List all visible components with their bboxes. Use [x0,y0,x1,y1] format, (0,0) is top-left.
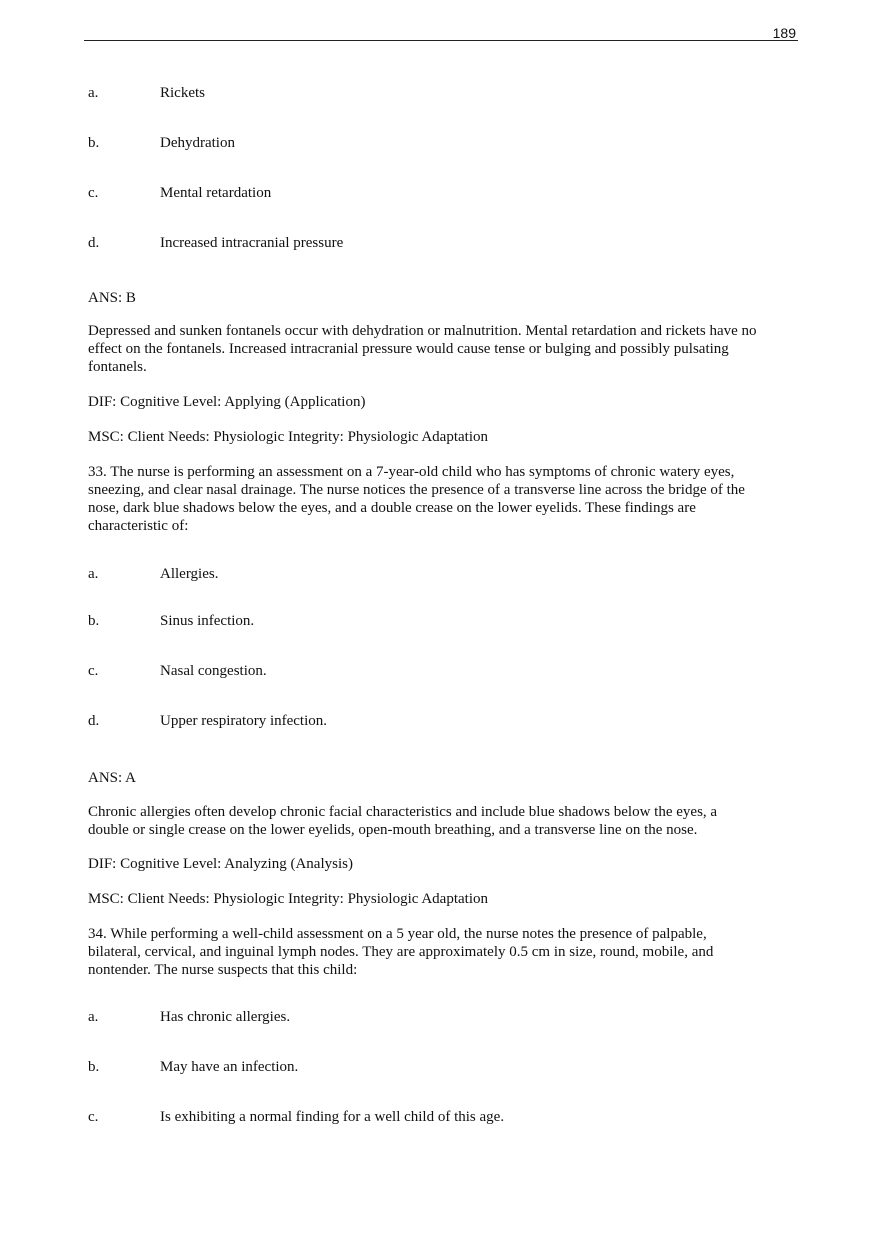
stem-line: nontender. The nurse suspects that this child: [88,962,358,978]
q33-rationale [88,803,804,839]
option-text: Has chronic allergies. [160,1009,291,1025]
q32-dif: DIF: Cognitive Level: Applying (Application) [88,394,366,410]
header-rule [84,40,798,41]
option-text: Allergies. [160,566,219,582]
page-number: 189 [772,25,796,41]
option-letter: d. [88,235,100,251]
option-letter: a. [88,566,99,582]
option-text: Sinus infection. [160,613,255,629]
stem-line: nose, dark blue shadows below the eyes, and a double crease on the lower eyelids. These findings are [88,500,696,516]
rationale-line: double or single crease on the lower eyelids, open-mouth breathing, and a transverse line on the nose. [88,822,698,838]
q33-stem [88,463,804,535]
q32-answer: ANS: B [88,290,136,306]
stem-line: 33. The nurse is performing an assessment on a 7-year-old child who has symptoms of chronic watery eyes, [88,464,735,480]
q32-msc: MSC: Client Needs: Physiologic Integrity: Physiologic Adaptation [88,429,488,445]
rationale-line: fontanels. [88,359,147,375]
q32-option-c [88,184,271,202]
rationale-line: effect on the fontanels. Increased intracranial pressure would cause tense or bulging and possibly pulsating [88,341,729,357]
option-text: Upper respiratory infection. [160,713,328,729]
q34-stem [88,925,804,979]
rationale-line: Chronic allergies often develop chronic facial characteristics and include blue shadows below the eyes, a [88,804,718,820]
option-letter: d. [88,713,100,729]
stem-line: sneezing, and clear nasal drainage. The nurse notices the presence of a transverse line across the bridge of the [88,482,745,498]
q33-option-b [88,612,254,630]
option-letter: b. [88,1059,100,1075]
q32-rationale [88,322,804,376]
q33-option-c [88,662,267,680]
option-letter: b. [88,613,100,629]
q34-option-c [88,1108,504,1126]
q33-answer: ANS: A [88,770,136,786]
option-text: Rickets [160,85,205,101]
q33-option-a [88,565,218,583]
stem-line: characteristic of: [88,518,189,534]
rationale-line: Depressed and sunken fontanels occur with dehydration or malnutrition. Mental retardation and rickets have no [88,323,757,339]
q32-option-b [88,134,235,152]
option-text: Mental retardation [160,185,272,201]
q34-option-a [88,1008,290,1026]
option-text: Is exhibiting a normal finding for a well child of this age. [160,1109,505,1125]
q34-option-b [88,1058,298,1076]
q33-dif: DIF: Cognitive Level: Analyzing (Analysis) [88,856,353,872]
option-text: Increased intracranial pressure [160,235,344,251]
option-letter: a. [88,85,99,101]
option-text: May have an infection. [160,1059,299,1075]
option-letter: b. [88,135,100,151]
q33-msc: MSC: Client Needs: Physiologic Integrity: Physiologic Adaptation [88,891,488,907]
q32-option-a [88,84,205,102]
q32-option-d [88,234,343,252]
option-letter: c. [88,1109,99,1125]
q33-option-d [88,712,327,730]
option-letter: a. [88,1009,99,1025]
option-letter: c. [88,185,99,201]
option-letter: c. [88,663,99,679]
option-text: Dehydration [160,135,235,151]
stem-line: bilateral, cervical, and inguinal lymph nodes. They are approximately 0.5 cm in size, round, mobile, and [88,944,714,960]
stem-line: 34. While performing a well-child assessment on a 5 year old, the nurse notes the presence of palpable, [88,926,707,942]
option-text: Nasal congestion. [160,663,267,679]
